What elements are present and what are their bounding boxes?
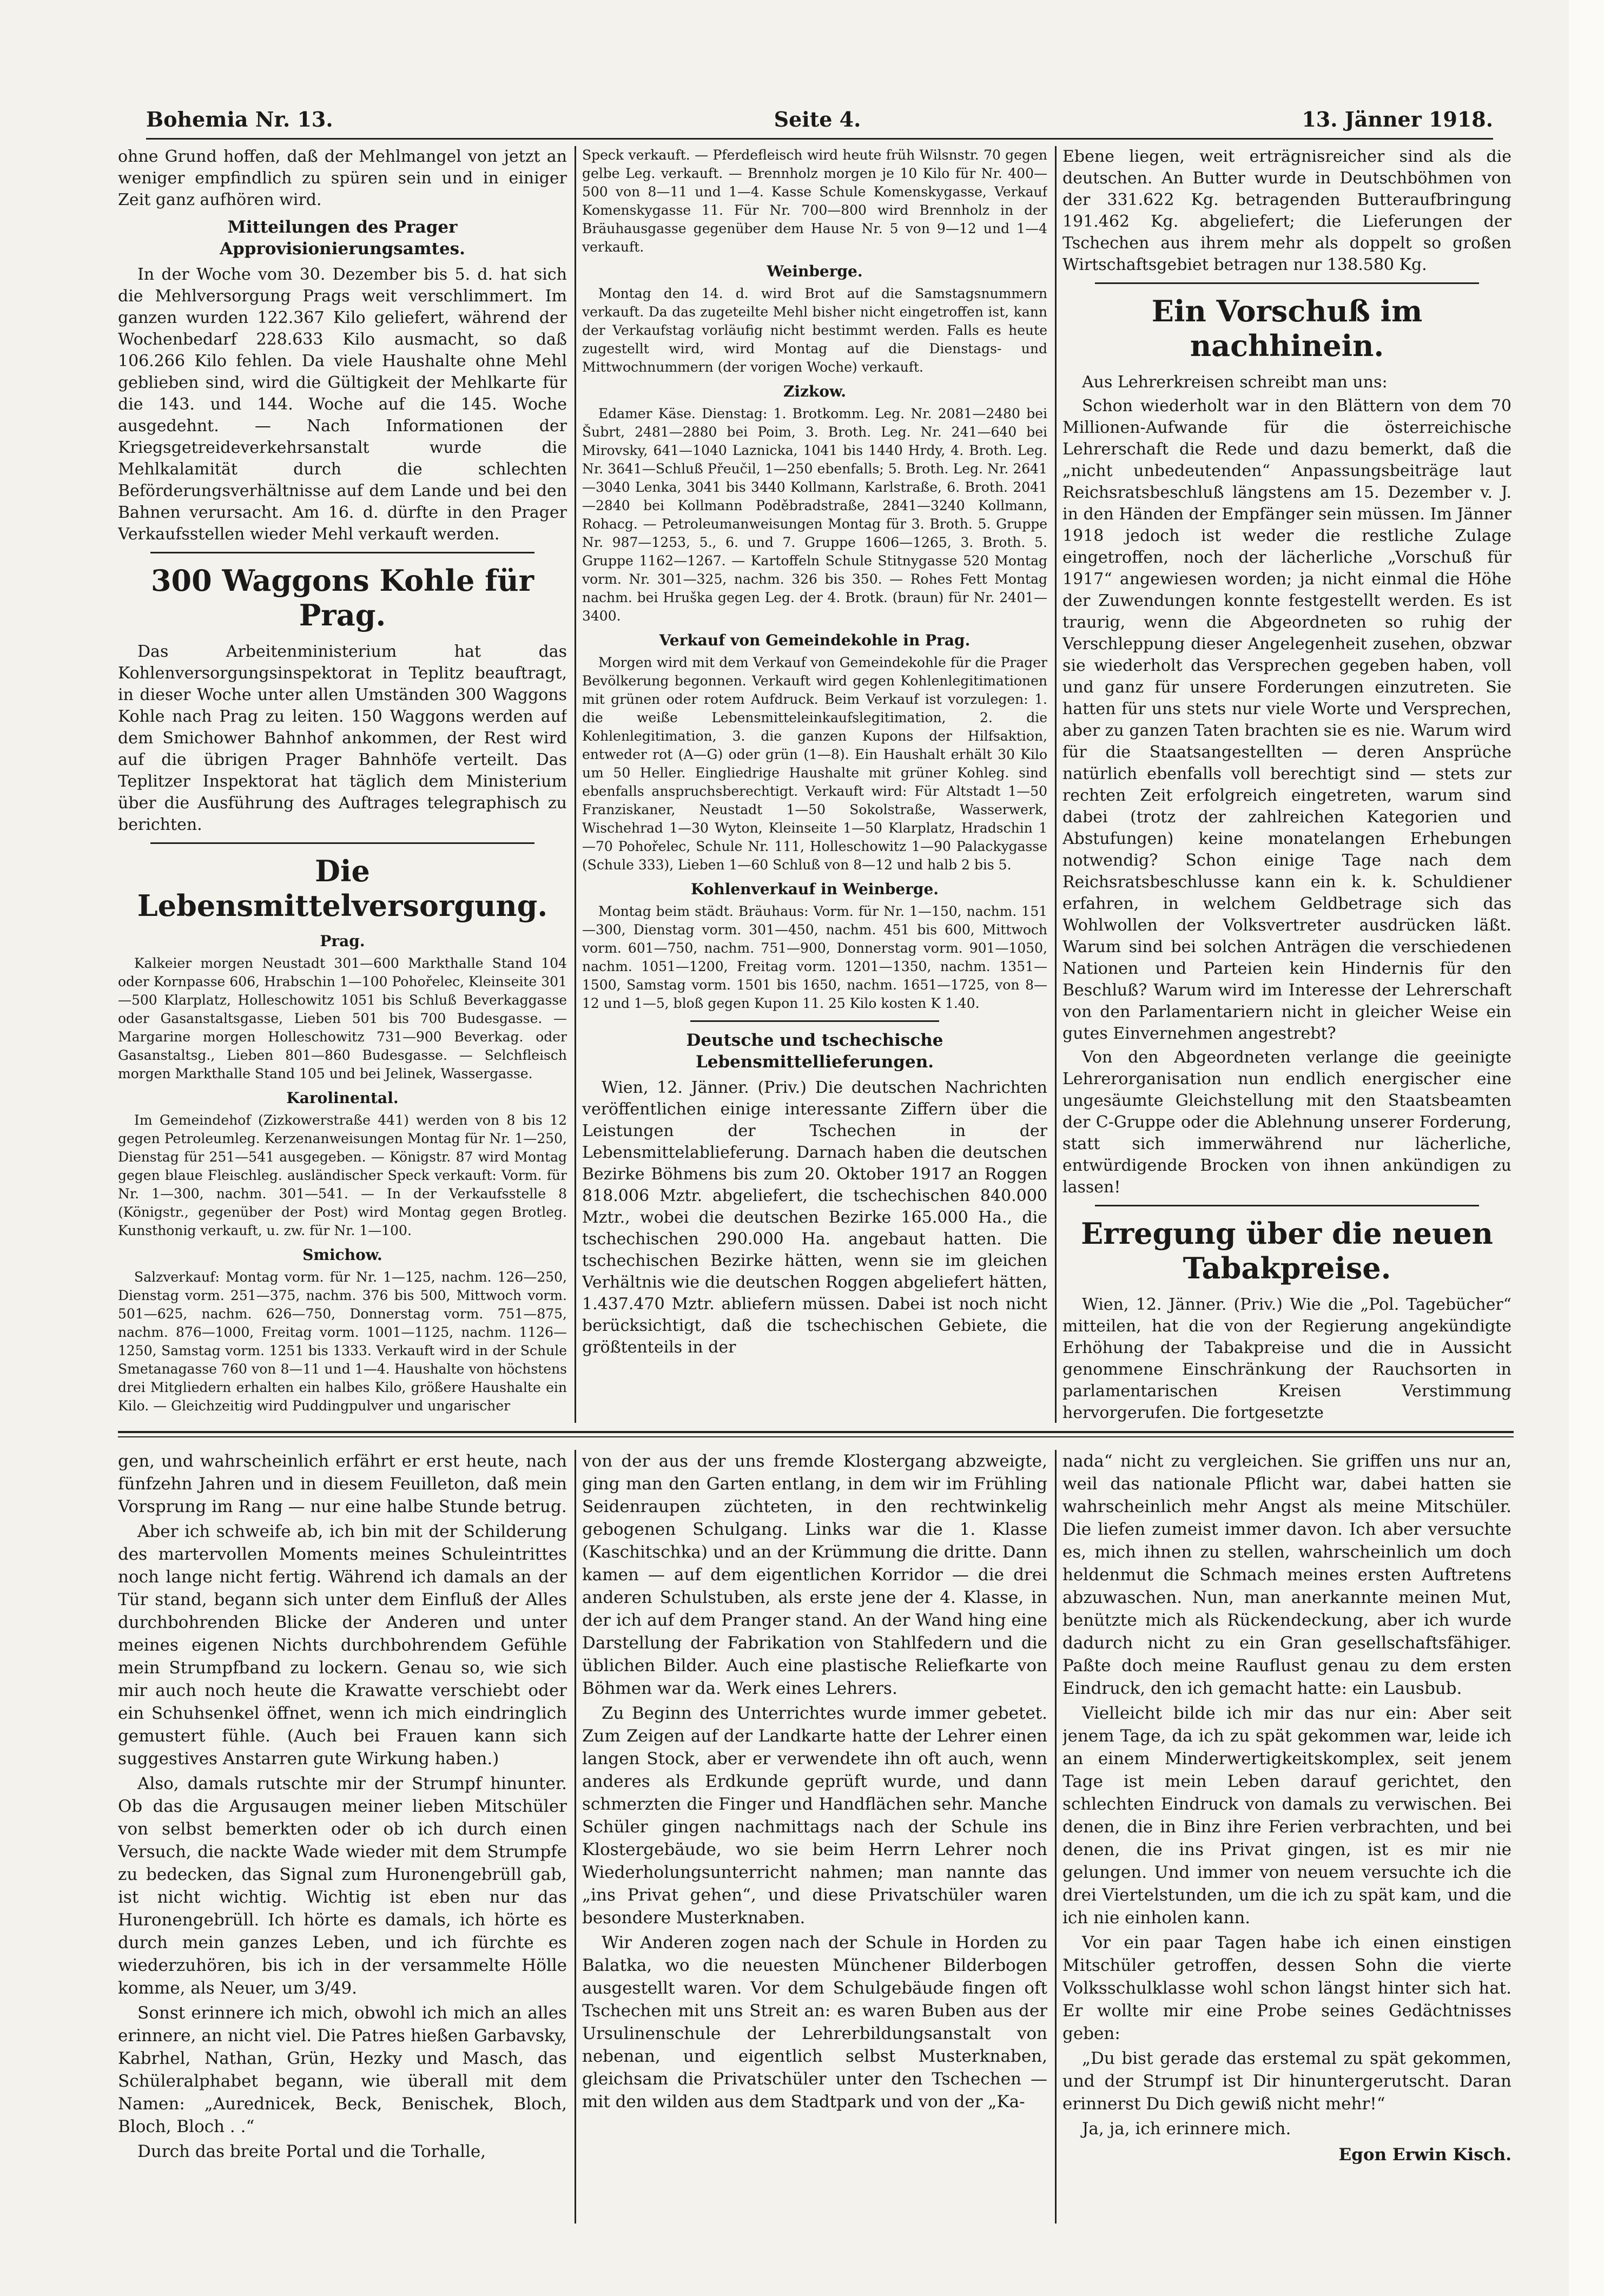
paragraph: Wien, 12. Jänner. (Priv.) Wie die „Pol. Tagebücher“ mitteilen, hat die von der Regierung angekündigte Erhöhung der Tabakpreise und die in Aussicht genommene Einschränkung der Rauchsorten in parlamentarischen Kreisen Verstimmung hervorgerufen. Die fortgesetzte bbox=[1062, 1295, 1511, 1422]
article-headline: Ein Vorschuß im nachhinein. bbox=[1151, 294, 1423, 363]
paragraph: In der Woche vom 30. Dezember bis 5. d. hat sich die Mehlversorgung Prags weit verschlimmert. Im ganzen wurden 122.367 Kilo geliefert, während der Wochenbedarf 228.633 Kilo ausmacht, so daß 106.266 Kilo fehlen. Da viele Haushalte ohne Mehl geblieben sind, wird die Gültigkeit der Mehlkarte für die 143. und 144. Woche auf die 145. Woche ausgedehnt. — Nach Informationen der Kriegsgetreideverkehrsanstalt wurde die Mehlkalamität durch die schlechten Beförderungsverhältnisse auf dem Lande und bei den Bahnen verursacht. Am 16. d. dürfte in den Prager Verkaufsstellen wieder Mehl verkauft werden. bbox=[118, 265, 567, 544]
paragraph: Kalkeier morgen Neustadt 301—600 Markthalle Stand 104 oder Kornpasse 606, Hrabschin 1—100 Pohořelec, Kleinseite 301—500 Klarplatz, Holleschowitz 1051 bis Schluß Beverkaggasse oder Gasanstaltsgasse, Lieben 501 bis 700 Budesgasse. — Margarine morgen Holleschowitz 731—900 Beverkag. oder Gasanstaltsg., Lieben 801—860 Budesgasse. — Selchfleisch morgen Markthalle Stand 105 und bei Jelinek, Wassergasse. bbox=[118, 955, 567, 1081]
paragraph: Wir Anderen zogen nach der Schule in Horden zu Balatka, wo die neuesten Münchener Bilderbogen ausgestellt waren. Vor dem Schulgebäude fingen oft Tschechen mit uns Streit an: es waren Buben aus der Ursulinenschule der Lehrerbildungsanstalt von nebenan, und eigentlich selbst Musterknaben, gleichsam die Privatschüler unter den Tschechen — mit den wilden aus dem Stadtpark und von der „Ka- bbox=[582, 1933, 1047, 2112]
paragraph: Edamer Käse. Dienstag: 1. Brotkomm. Leg. Nr. 2081—2480 bei Šubrt, 2481—2880 bei Poim, 3. Broth. Leg. Nr. 241—640 bei Mirovsky, 641—1040 Laznicka, 1041 bis 1440 Hrdy, 4. Broth. Leg. Nr. 3641—Schluß Přeučil, 1—250 ebenfalls; 5. Broth. Leg. Nr. 2641—3040 Lenka, 3041 bis 3440 Kollmann, Karlstraße, 6. Broth. 2041—2840 bei Kollmann Poděbradstraße, 2841—3240 Kollmann, Rohacg. — Petroleumanweisungen Montag für 3. Broth. 5. Gruppe Nr. 987—1253, 5., 6. und 7. Gruppe 1606—1265, 3. Broth. 5. Gruppe 1162—1267. — Kartoffeln Schule Stitnygasse 520 Montag vorm. Nr. 301—325, nachm. 326 bis 350. — Rohes Fett Montag nachm. bei Hruška gegen Leg. der 4. Brotk. (braun) für Nr. 2401—3400. bbox=[582, 406, 1047, 624]
section-heading: Zizkow. bbox=[783, 382, 847, 400]
divider bbox=[690, 1020, 939, 1022]
article-headline: Die Lebensmittelversorgung. bbox=[137, 854, 548, 923]
feuilleton-column-3 bbox=[1062, 1450, 1511, 2234]
column-rule bbox=[575, 146, 576, 1423]
paragraph: Morgen wird mit dem Verkauf von Gemeindekohle für die Prager Bevölkerung begonnen. Verkauft wird gegen Kohlenlegitimationen mit grünen oder rotem Aufdruck. Beim Verkauf ist vorzulegen: 1. die weiße Lebensmitteleinkaufslegitimation, 2. die Kohlenlegitimation, 3. die ganzen Kupons der Hilfsaktion, entweder rot (A—G) oder grün (1—8). Ein Haushalt erhält 30 Kilo um 50 Heller. Eingliedrige Haushalte mit grüner Kohleg. sind ebenfalls anspruchsberechtigt. Verkauft wird: Für Altstadt 1—50 Franziskaner, Neustadt 1—50 Sokolstraße, Wasserwerk, Wischehrad 1—30 Wyton, Kleinseite 1—50 Klarplatz, Hradschin 1—70 Pohořelec, Schule Nr. 111, Holleschowitz 1—90 Palackygasse (Schule 333), Lieben 1—60 Schluß von 8—12 und halb 2 bis 5. bbox=[582, 655, 1047, 873]
paragraph: Salzverkauf: Montag vorm. für Nr. 1—125, nachm. 126—250, Dienstag vorm. 251—375, nachm. 376 bis 500, Mittwoch vorm. 501—625, nachm. 626—750, Donnerstag vorm. 751—875, nachm. 876—1000, Freitag vorm. 1001—1125, nachm. 1126—1250, Samstag vorm. 1251 bis 1333. Verkauft wird in der Schule Smetanagasse 760 von 8—11 und 1—4. Haushalte von höchstens drei Mitgliedern erhalten ein halbes Kilo, größere Haushalte ein Kilo. — Gleichzeitig wird Puddingpulver und ungarischer bbox=[118, 1269, 567, 1414]
column-2 bbox=[582, 146, 1047, 1426]
masthead-title: Bohemia Nr. 13. bbox=[146, 107, 333, 131]
paragraph: Im Gemeindehof (Zizkowerstraße 441) werden von 8 bis 12 gegen Petroleumleg. Kerzenanweisungen Montag für Nr. 1—250, Dienstag für 251—541 ausgegeben. — Königstr. 87 wird Montag gegen blaue Fleischleg. ausländischer Speck verkauft: Vorm. für Nr. 1—300, nachm. 301—541. — In der Verkaufsstelle 8 (Königstr., gegenüber der Post) wird Montag gegen Brotleg. Kunsthonig verkauft, u. zw. für Nr. 1—100. bbox=[118, 1112, 567, 1238]
paragraph: Durch das breite Portal und die Torhalle, bbox=[137, 2142, 486, 2161]
section-heading: Deutsche und tschechische Lebensmittellieferungen. bbox=[686, 1031, 943, 1072]
article-headline: 300 Waggons Kohle für Prag. bbox=[150, 563, 534, 632]
paragraph: Montag beim städt. Bräuhaus: Vorm. für Nr. 1—150, nachm. 151—300, Dienstag vorm. 301—450, nachm. 451 bis 600, Mittwoch vorm. 601—750, nachm. 751—900, Donnerstag vorm. 901—1050, nachm. 1051—1200, Freitag vorm. 1201—1350, nachm. 1351—1500, Samstag vorm. 1501 bis 1650, nachm. 1651—1725, von 8—12 und 1—5, bloß gegen Kupon 11. 25 Kilo kosten K 1.40. bbox=[582, 903, 1047, 1011]
paragraph: Wien, 12. Jänner. (Priv.) Die deutschen Nachrichten veröffentlichen einige interessante Ziffern über die Leistungen der Tschechen in der Lebensmittelablieferung. Darnach haben die deutschen Bezirke Böhmens bis zum 20. Oktober 1917 an Roggen 818.006 Mztr. abgeliefert, die tschechischen 840.000 Mztr., wobei die deutschen Bezirke 165.000 Ha., die tschechischen 290.000 Ha. angebaut hatten. Die tschechischen Bezirke hätten, wenn sie im gleichen Verhältnis wie die deutschen Roggen abgeliefert hätten, 1.437.470 Mztr. abliefern müssen. Dabei ist noch nicht berücksichtigt, daß die tschechischen Gebiete, die größtenteils in der bbox=[582, 1078, 1047, 1357]
feuilleton-column-2 bbox=[582, 1450, 1047, 2234]
section-heading: Karolinental. bbox=[286, 1089, 399, 1107]
column-rule bbox=[1055, 146, 1057, 1423]
paragraph: Zu Beginn des Unterrichtes wurde immer gebetet. Zum Zeigen auf der Landkarte hatte der Lehrer einen langen Stock, aber er verwendete ihn oft auch, wenn anderes als Erdkunde geprüft wurde, und dann schmerzten die Finger und Handflächen sehr. Manche Schüler gingen nachmittags nach der Schule ins Klostergebäude, wo sie beim Herrn Lehrer noch Wiederholungsunterricht nahmen; man nannte das „ins Privat gehen“, und diese Privatschüler waren besondere Musterknaben. bbox=[582, 1704, 1047, 1928]
paragraph: Von den Abgeordneten verlange die geeinigte Lehrerorganisation nun endlich energischer eine ungesäumte Gleichstellung mit den Staatsbeamten der C-Gruppe oder die Ablehnung unserer Forderung, statt sich immerwährend nur lächerliche, entwürdigende Brocken von ihnen ankündigen zu lassen! bbox=[1062, 1048, 1511, 1197]
divider bbox=[1095, 282, 1479, 284]
divider bbox=[1095, 1205, 1479, 1206]
author-signature: Egon Erwin Kisch. bbox=[1338, 2145, 1511, 2165]
paragraph: Vielleicht bilde ich mir das nur ein: Aber seit jenem Tage, da ich zu spät gekommen war, leide ich an einem Minderwertigkeitskomplex, seit jenem Tage ist mein Leben darauf gerichtet, den schlechten Eindruck von damals zu verwischen. Bei denen, die in Binz ihre Ferien verbrachten, und bei denen, die ins Privat gingen, ist es mir nie gelungen. Und immer von neuem versuchte ich die drei Viertelstunden, um die ich zu spät kam, und die ich nie einholen kann. bbox=[1062, 1704, 1511, 1928]
section-heading: Mitteilungen des Prager Approvisionierungsamtes. bbox=[220, 217, 465, 259]
masthead bbox=[146, 100, 1493, 140]
paragraph: Aus Lehrerkreisen schreibt man uns: bbox=[1082, 373, 1388, 392]
paragraph: gen, und wahrscheinlich erfährt er erst heute, nach fünfzehn Jahren und in diesem Feuilleton, daß mein Vorsprung im Rang — nur eine halbe Stunde betrug. bbox=[118, 1452, 567, 1516]
masthead-page: Seite 4. bbox=[774, 107, 861, 131]
column-rule bbox=[575, 1450, 576, 2224]
section-heading: Kohlenverkauf in Weinberge. bbox=[690, 880, 939, 898]
paragraph: Schon wiederholt war in den Blättern von dem 70 Millionen-Aufwande für die österreichische Lehrerschaft die Rede und dazu bemerkt, daß die „nicht unbedeutenden“ Anpassungsbeiträge laut Reichsratsbeschluß längstens am 15. Dezember v. J. in den Händen der Empfänger sein müssen. Im Jänner 1918 jedoch ist weder die restliche Zulage eingetroffen, noch der lächerliche „Vorschuß für 1917“ angewiesen worden; ja nicht einmal die Höhe der Zuwendungen konnte festgestellt werden. Es ist traurig, wenn die Abgeordneten so ruhig der Verschleppung dieser Angelegenheit zusehen, obzwar sie wiederholt das Versprechen gegeben haben, voll und ganz für unsere Forderungen einzutreten. Sie hatten für uns stets nur viele Worte und Versprechen, aber zu ganzen Taten brachten sie es nie. Warum wird für die Staatsangestellten — deren Ansprüche natürlich ebenfalls voll berechtigt sind — stets zur rechten Zeit erfolgreich eingetreten, warum sind dabei (trotz der zahlreichen Kategorien und Abstufungen) keine monatelangen Erhebungen notwendig? Schon einige Tage nach dem Reichsratsbeschlusse kann ein k. k. Schuldiener erfahren, in welchem Geldbetrage sich das Wohlwollen der Volksvertreter ausdrücken läßt. Warum sind bei solchen Anträgen die verschiedenen Nationen und Parteien kein Hindernis für den Beschluß? Warum wird im Interesse der Lehrerschaft von den Parlamentariern nicht in gleicher Weise ein gutes Einvernehmen angestrebt? bbox=[1062, 397, 1511, 1043]
article-headline: Erregung über die neuen Tabakpreise. bbox=[1081, 1216, 1493, 1285]
paragraph: ohne Grund hoffen, daß der Mehlmangel von jetzt an weniger empfindlich zu spüren sein und in einiger Zeit ganz aufhören wird. bbox=[118, 147, 567, 209]
paragraph: nada“ nicht zu vergleichen. Sie griffen uns nur an, weil das nationale Pflicht war, dabei hatten sie wahrscheinlich mehr Angst als meine Mitschüler. Die liefen zumeist immer davon. Ich aber versuchte es, mich ihnen zu stellen, wahrscheinlich um doch heldenmut die Schmach meines ersten Auftretens abzuwaschen. Nun, man anerkannte meinen Mut, benützte mich als Rückendeckung, aber ich wurde dadurch nicht zu ein Gran gesellschaftsfähiger. Paßte doch meine Rauflust genau zu dem ersten Eindruck, den ich gemacht hatte: ein Lausbub. bbox=[1062, 1452, 1511, 1698]
feuilleton-rule bbox=[118, 1436, 1514, 1437]
section-heading: Smichow. bbox=[302, 1246, 382, 1264]
page-edge bbox=[1569, 0, 1604, 2296]
paragraph: Ja, ja, ich erinnere mich. bbox=[1082, 2119, 1291, 2139]
paragraph: Aber ich schweife ab, ich bin mit der Schilderung des martervollen Moments meines Schuleintrittes noch lange nicht fertig. Während ich damals an der Tür stand, begann sich unter dem Einfluß der Alles durchbohrenden Blicke der Anderen und unter meines eigenen Nichts durchbohrendem Gefühle mein Strumpfband zu lockern. Genau so, wie sich mir auch noch heute die Krawatte verschiebt oder ein Schuhsenkel öffnet, wenn ich mich eindringlich gemustert fühle. (Auch bei Frauen kann sich suggestives Anstarren gute Wirkung haben.) bbox=[118, 1522, 567, 1769]
paragraph: „Du bist gerade das erstemal zu spät gekommen, und der Strumpf ist Dir hinuntergerutscht. Daran erinnerst Du Dich gewiß nicht mehr!“ bbox=[1062, 2049, 1511, 2114]
section-heading: Verkauf von Gemeindekohle in Prag. bbox=[659, 631, 971, 649]
paragraph: Vor ein paar Tagen habe ich einen einstigen Mitschüler getroffen, dessen Sohn die vierte Volksschulklasse wohl schon längst hinter sich hat. Er wollte mir eine Probe seines Gedächtnisses geben: bbox=[1062, 1933, 1511, 2043]
paragraph: von der aus der uns fremde Klostergang abzweigte, ging man den Garten entlang, in dem wir im Frühling Seidenraupen züchteten, in den rechtwinkelig gebogenen Schulgang. Links war die 1. Klasse (Kaschitschka) und an der Krümmung die dritte. Dann kamen — auf dem eigentlichen Korridor — die drei anderen Schulstuben, als erste jene der 4. Klasse, in der ich auf dem Pranger stand. An der Wand hing eine Darstellung der Fabrikation von Stahlfedern und die üblichen Bilder. Auch eine plastische Reliefkarte von Böhmen war da. Werk eines Lehrers. bbox=[582, 1452, 1047, 1698]
paragraph: Das Arbeitenministerium hat das Kohlenversorgungsinspektorat in Teplitz beauftragt, in dieser Woche unter allen Umständen 300 Waggons Kohle nach Prag zu leiten. 150 Waggons werden auf dem Smichower Bahnhof ankommen, der Rest wird auf die übrigen Prager Bahnhöfe verteilt. Das Teplitzer Inspektorat hat täglich dem Ministerium über die Ausführung des Auftrages telegraphisch zu berichten. bbox=[118, 642, 567, 834]
section-heading: Prag. bbox=[320, 932, 365, 950]
divider bbox=[150, 842, 534, 844]
feuilleton-rule bbox=[118, 1431, 1514, 1433]
paragraph: Ebene liegen, weit erträgnisreicher sind als die deutschen. An Butter wurde in Deutschböhmen von der 331.622 Kg. betragenden Butteraufbringung 191.462 Kg. abgeliefert; die Lieferungen der Tschechen aus ihrem mehr als doppelt so großen Wirtschaftsgebiet betragen nur 138.580 Kg. bbox=[1062, 147, 1511, 274]
feuilleton-column-1 bbox=[118, 1450, 567, 2234]
column-1 bbox=[118, 146, 567, 1426]
column-3 bbox=[1062, 146, 1511, 1426]
section-heading: Weinberge. bbox=[767, 262, 863, 280]
paragraph: Speck verkauft. — Pferdefleisch wird heute früh Wilsnstr. 70 gegen gelbe Leg. verkauft. — Brennholz morgen je 10 Kilo für Nr. 400—500 von 8—11 und 1—4. Kasse Schule Komenskygasse, Verkauf Komenskygasse 11. Für Nr. 700—800 wird Brennholz in der Bräuhausgasse gegenüber dem Hause Nr. 5 von 9—12 und 1—4 verkauft. bbox=[582, 147, 1047, 255]
divider bbox=[150, 552, 534, 553]
masthead-date: 13. Jänner 1918. bbox=[1302, 107, 1493, 131]
column-rule bbox=[1055, 1450, 1057, 2224]
paragraph: Montag den 14. d. wird Brot auf die Samstagsnummern verkauft. Da das zugeteilte Mehl bisher nicht eingetroffen ist, kann der Verkaufstag vorläufig nicht bestimmt werden. Falls es heute zugestellt wird, wird Montag auf die Dienstags- und Mittwochnummern (der vorigen Woche) verkauft. bbox=[582, 286, 1047, 375]
paragraph: Sonst erinnere ich mich, obwohl ich mich an alles erinnere, an nicht viel. Die Patres hießen Garbavsky, Kabrhel, Nathan, Grün, Hezky und Masch, das Schüleralphabet begann, wie überall mit dem Namen: „Aurednicek, Beck, Benischek, Bloch, Bloch, Bloch . .“ bbox=[118, 2003, 567, 2136]
paragraph: Also, damals rutschte mir der Strumpf hinunter. Ob das die Argusaugen meiner lieben Mitschüler von selbst bemerkten oder ob ich durch einen Versuch, die nackte Wade wieder mit dem Strumpfe zu bedecken, das Signal zum Huronengebrüll gab, ist nicht wichtig. Wichtig ist eben nur das Huronengebrüll. Ich hörte es damals, ich hörte es durch mein ganzes Leben, und ich fürchte es wiederzuhören, bis ich in der versammelte Hölle komme, als Neuer, um 3/49. bbox=[118, 1774, 567, 1998]
